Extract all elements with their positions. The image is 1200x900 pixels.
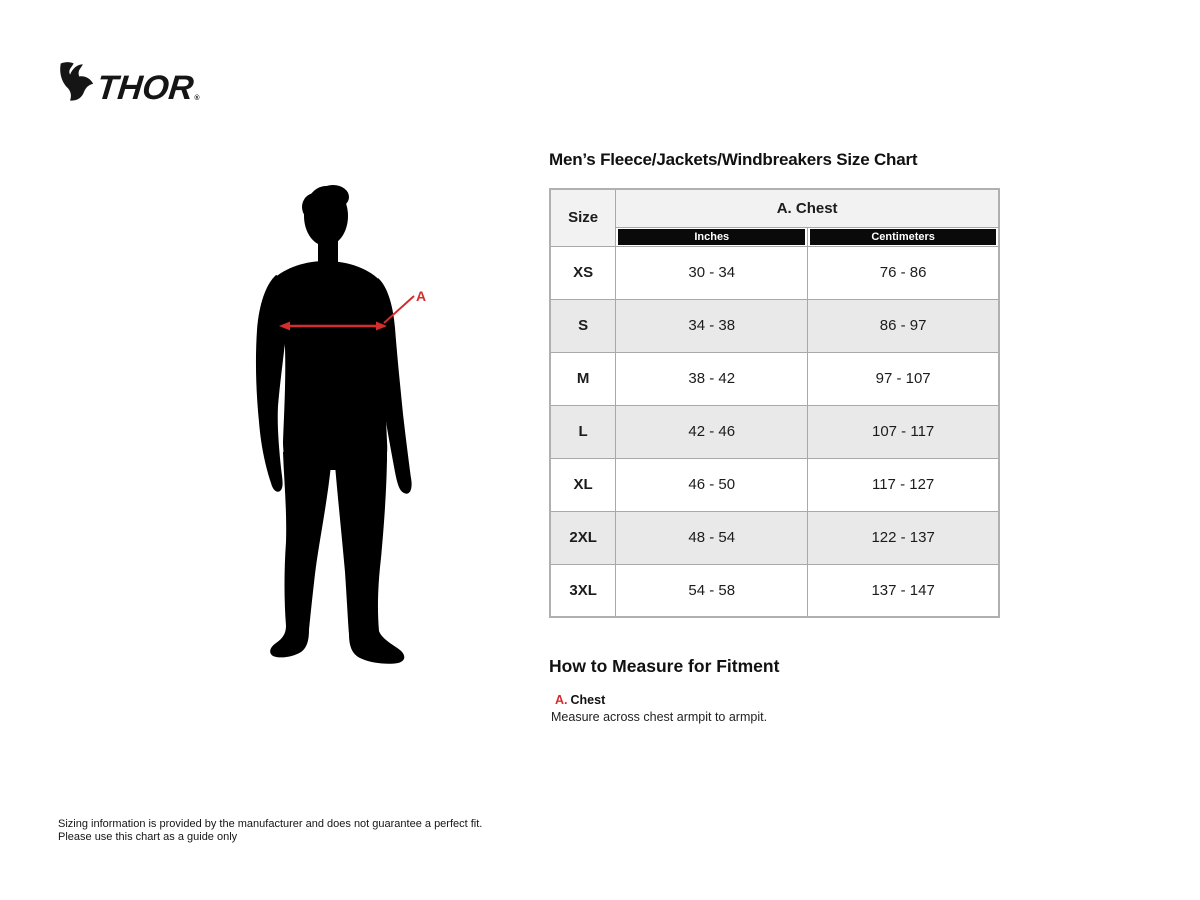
table-header-row [550,189,999,227]
how-to-measure-heading: How to Measure for Fitment [549,656,780,676]
inches-cell: 42 - 46 [616,405,808,458]
measure-item-chest [555,693,605,707]
size-row-s [550,299,999,352]
measure-description: Measure across chest armpit to armpit. [551,710,768,724]
centimeters-unit-header: Centimeters [810,229,996,245]
thor-goat-icon [58,60,95,104]
size-chart-title: Men’s Fleece/Jackets/Windbreakers Size Chart [549,150,918,169]
inches-cell: 54 - 58 [616,564,808,617]
male-silhouette-figure [230,170,450,720]
brand-wordmark: THOR [95,69,196,108]
brand-logo [58,60,200,108]
registered-trademark-icon: ® [194,95,200,102]
centimeters-cell: 86 - 97 [808,299,999,352]
centimeters-cell: 122 - 137 [808,511,999,564]
inches-cell: 48 - 54 [616,511,808,564]
man-silhouette [256,185,412,664]
inches-unit-header: Inches [618,229,805,245]
centimeters-cell: 107 - 117 [808,405,999,458]
measure-key: A. [555,693,568,707]
disclaimer-line-1: Sizing information is provided by the manufacturer and does not guarantee a perfect fit. [58,818,483,830]
unit-header-row [550,227,999,246]
size-cell: M [550,352,616,405]
disclaimer-line-2: Please use this chart as a guide only [58,830,238,843]
size-cell: 2XL [550,511,616,564]
centimeters-cell: 117 - 127 [808,458,999,511]
size-row-m [550,352,999,405]
centimeters-cell: 76 - 86 [808,246,999,299]
size-cell: XL [550,458,616,511]
chest-label: A [416,288,427,304]
chest-group-header: A. Chest [616,189,999,227]
centimeters-cell: 137 - 147 [808,564,999,617]
size-row-xs [550,246,999,299]
inches-cell: 38 - 42 [616,352,808,405]
size-chart-table [549,188,1000,618]
size-row-xl [550,458,999,511]
inches-cell: 34 - 38 [616,299,808,352]
centimeters-cell: 97 - 107 [808,352,999,405]
disclaimer [58,818,482,843]
inches-cell: 46 - 50 [616,458,808,511]
size-row-2xl [550,511,999,564]
size-row-l [550,405,999,458]
measure-name: Chest [570,693,606,707]
size-cell: XS [550,246,616,299]
inches-cell: 30 - 34 [616,246,808,299]
size-column-header: Size [550,189,616,246]
size-cell: L [550,405,616,458]
size-row-3xl [550,564,999,617]
size-cell: 3XL [550,564,616,617]
size-cell: S [550,299,616,352]
